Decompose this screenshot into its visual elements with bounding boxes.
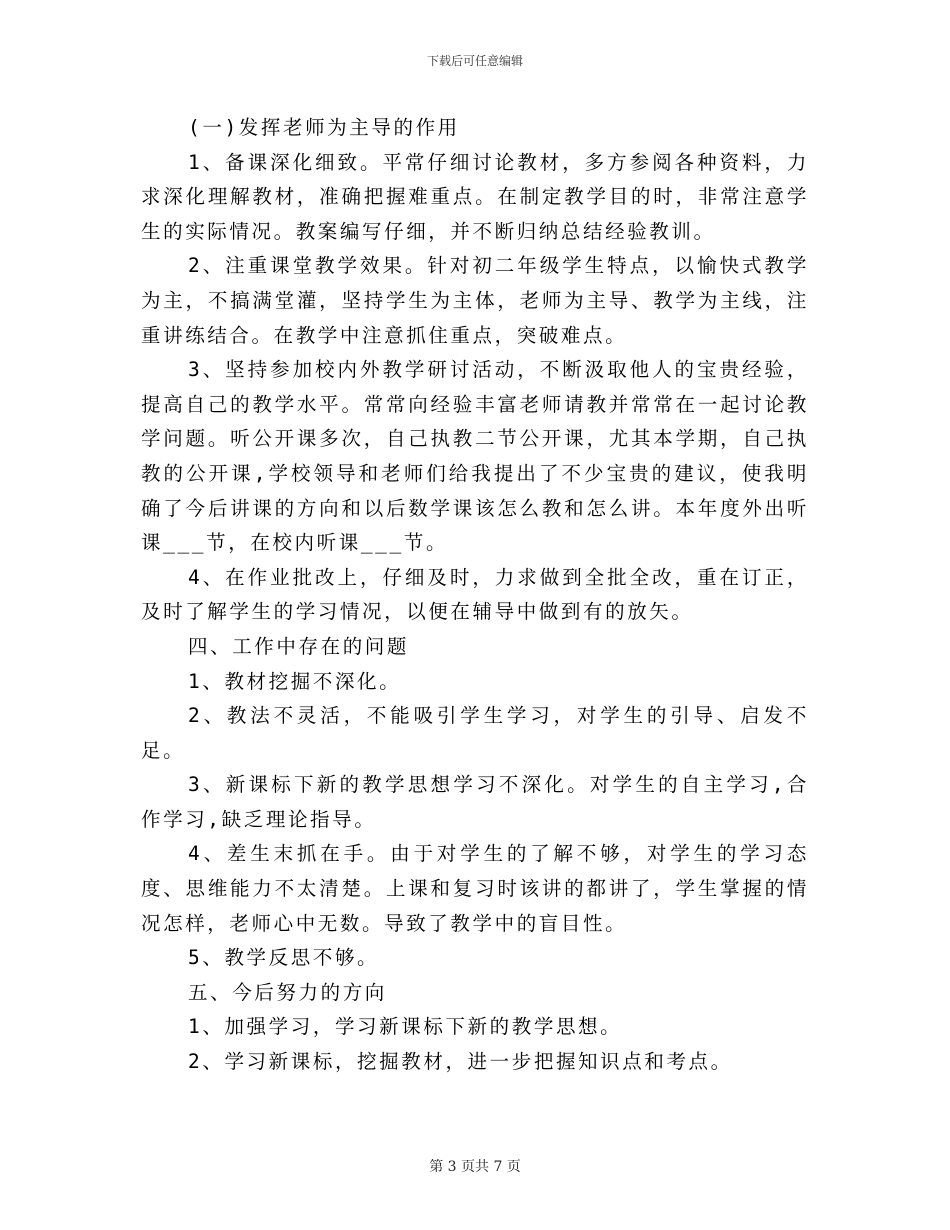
section-heading-teacher-role: (一)发挥老师为主导的作用 [188,116,460,139]
page-header: 下载后可任意编辑 [426,54,523,68]
paragraph-lesson-preparation: 1、备课深化细致。平常仔细讨论教材，多方参阅各种资料，力求深化理解教材，准确把握难重点。在制定教学目的时，非常注意学生的实际情况。教案编写仔细，并不断归纳总结经验教训。 [141,150,809,243]
problem-item-3: 3、新课标下新的教学思想学习不深化。对学生的自主学习,合作学习,缺乏理论指导。 [141,773,809,831]
document-body [141,111,809,1080]
paragraph-teaching-research: 3、坚持参加校内外教学研讨活动，不断汲取他人的宝贵经验，提高自己的教学水平。常常向经验丰富老师请教并常常在一起讨论教学问题。听公开课多次，自己执教二节公开课，尤其本学期，自己执教的公开课,学校领导和老师们给我提出了不少宝贵的建议，使我明确了今后讲课的方向和以后数学课该怎么教和怎么讲。本年度外出听课___节，在校内听课___节。 [141,358,809,555]
page-number-footer: 第 3 页共 7 页 [429,1159,521,1175]
problem-item-2: 2、教法不灵活，不能吸引学生学习，对学生的引导、启发不足。 [141,704,809,762]
problem-item-1: 1、教材挖掘不深化。 [188,669,402,693]
problem-item-4: 4、差生末抓在手。由于对学生的了解不够，对学生的学习态度、思维能力不太清楚。上课和复习时该讲的都讲了，学生掌握的情况怎样，老师心中无数。导致了教学中的盲目性。 [141,842,809,935]
paragraph-classroom-effect: 2、注重课堂教学效果。针对初二年级学生特点，以愉快式教学为主，不搞满堂灌，坚持学生为主体，老师为主导、教学为主线，注重讲练结合。在教学中注意抓住重点，突破难点。 [141,254,809,347]
problem-item-5: 5、教学反思不够。 [188,946,380,970]
paragraph-homework-correction: 4、在作业批改上，仔细及时，力求做到全批全改，重在订正，及时了解学生的学习情况，以便在辅导中做到有的放矢。 [141,565,809,624]
section-heading-problems: 四、工作中存在的问题 [188,634,410,658]
direction-item-2: 2、学习新课标，挖掘教材，进一步把握知识点和考点。 [188,1050,733,1074]
section-heading-future-direction: 五、今后努力的方向 [188,980,387,1004]
direction-item-1: 1、加强学习，学习新课标下新的教学思想。 [188,1015,623,1039]
